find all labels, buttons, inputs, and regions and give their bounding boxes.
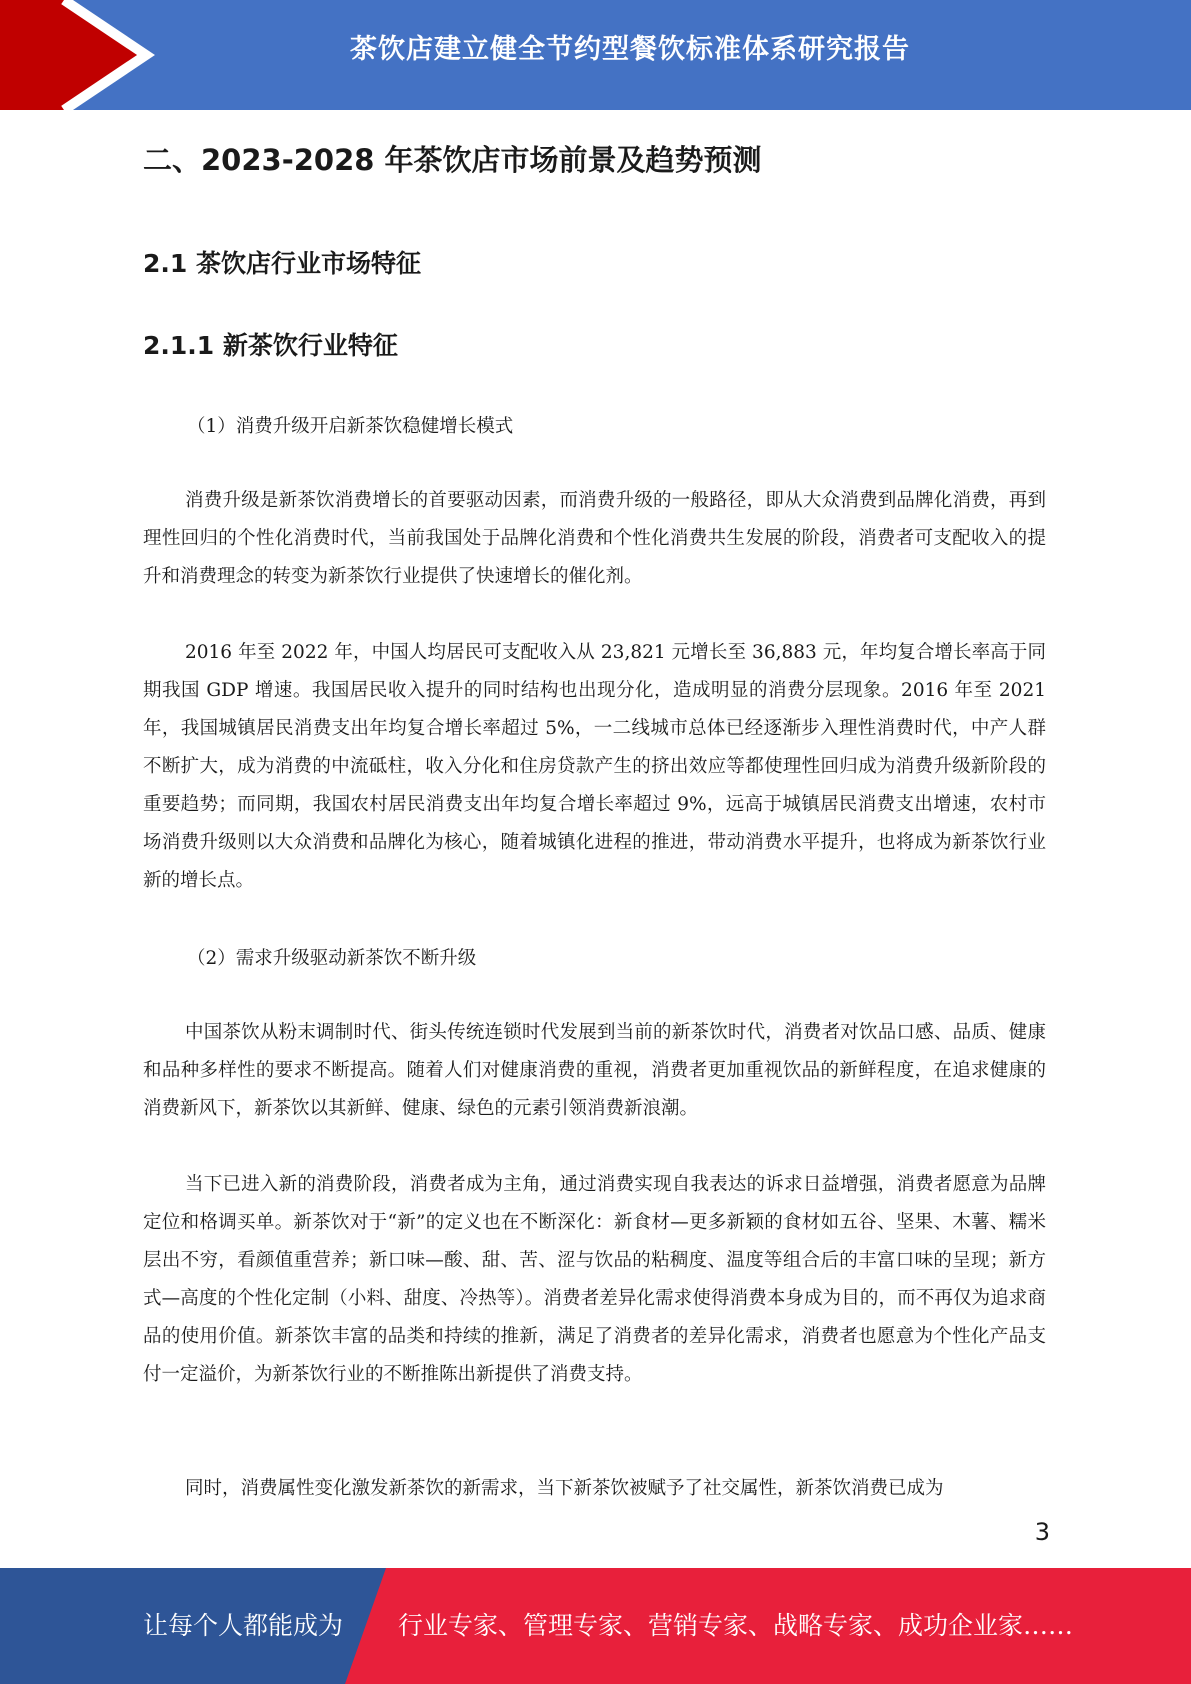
section-heading: 2.1 茶饮店行业市场特征 <box>143 249 421 278</box>
paragraph-2: 2016 年至 2022 年，中国人均居民可支配收入从 23,821 元增长至 36,883 元，年均复合增长率高于同期我国 GDP 增速。我国居民收入提升的同时结构也出现分化，造成明显的消费分层现象。2016 年至 2021 年，我国城镇居民消费支出年均复合增长率超过 5%，一二线城市总体已经逐渐步入理性消费时代，中产人群不断扩大，成为消费的中流砥柱，收入分化和住房贷款产生的挤出效应等都使理性回归成为消费升级新阶段的重要趋势；而同期，我国农村居民消费支出年均复合增长率超过 9%，远高于城镇居民消费支出增速，农村市场消费升级则以大众消费和品牌化为核心，随着城镇化进程的推进，带动消费水平提升，也将成为新茶饮行业新的增长点。 <box>143 642 1046 891</box>
point-heading-2: （2）需求升级驱动新茶饮不断升级 <box>187 948 477 969</box>
footer-slogan-right: 行业专家、管理专家、营销专家、战略专家、成功企业家…… <box>398 1611 1074 1640</box>
paragraph-1: 消费升级是新茶饮消费增长的首要驱动因素，而消费升级的一般路径，即从大众消费到品牌化消费，再到理性回归的个性化消费时代，当前我国处于品牌化消费和个性化消费共生发展的阶段，消费者可支配收入的提升和消费理念的转变为新茶饮行业提供了快速增长的催化剂。 <box>143 490 1046 587</box>
chapter-heading: 二、2023-2028 年茶饮店市场前景及趋势预测 <box>143 143 762 177</box>
page-number: 3 <box>1034 1518 1050 1546</box>
page-header <box>0 0 1191 110</box>
paragraph-5: 同时，消费属性变化激发新茶饮的新需求，当下新茶饮被赋予了社交属性，新茶饮消费已成为 <box>185 1478 944 1499</box>
footer-slogan-left: 让每个人都能成为 <box>143 1611 344 1640</box>
subsection-heading: 2.1.1 新茶饮行业特征 <box>143 331 398 360</box>
paragraph-4: 当下已进入新的消费阶段，消费者成为主角，通过消费实现自我表达的诉求日益增强，消费者愿意为品牌定位和格调买单。新茶饮对于“新”的定义也在不断深化：新食材—更多新颖的食材如五谷、坚果、木薯、糯米层出不穷，看颜值重营养；新口味—酸、甜、苦、涩与饮品的粘稠度、温度等组合后的丰富口味的呈现；新方式—高度的个性化定制（小料、甜度、冷热等）。消费者差异化需求使得消费本身成为目的，而不再仅为追求商品的使用价值。新茶饮丰富的品类和持续的推新，满足了消费者的差异化需求，消费者也愿意为个性化产品支付一定溢价，为新茶饮行业的不断推陈出新提供了消费支持。 <box>143 1174 1046 1385</box>
page-footer <box>0 1568 1191 1684</box>
paragraph-3: 中国茶饮从粉末调制时代、街头传统连锁时代发展到当前的新茶饮时代，消费者对饮品口感、品质、健康和品种多样性的要求不断提高。随着人们对健康消费的重视，消费者更加重视饮品的新鲜程度，在追求健康的消费新风下，新茶饮以其新鲜、健康、绿色的元素引领消费新浪潮。 <box>143 1022 1046 1119</box>
point-heading-1: （1）消费升级开启新茶饮稳健增长模式 <box>187 416 514 437</box>
report-title: 茶饮店建立健全节约型餐饮标准体系研究报告 <box>350 34 910 65</box>
